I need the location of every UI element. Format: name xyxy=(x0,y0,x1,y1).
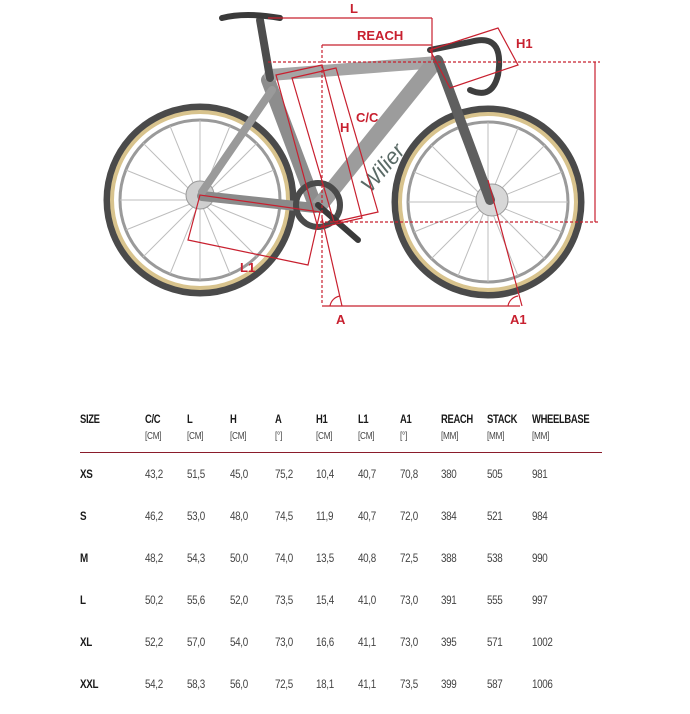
column-header-h1: H1 [CM] xyxy=(315,414,333,442)
value-cell: 57,0 xyxy=(187,635,206,649)
value-cell: 56,0 xyxy=(229,677,248,691)
value-cell: 52,0 xyxy=(229,593,248,607)
value-cell: 981 xyxy=(532,467,548,481)
value-cell: 388 xyxy=(441,551,457,565)
value-cell: 1002 xyxy=(532,635,553,649)
value-cell: 50,0 xyxy=(229,551,248,565)
geometry-table xyxy=(80,410,602,705)
value-cell: 990 xyxy=(532,551,548,565)
size-cell: M xyxy=(80,551,88,565)
value-cell: 72,5 xyxy=(399,551,418,565)
bike-geometry-diagram xyxy=(0,0,690,340)
value-cell: 380 xyxy=(441,467,457,481)
value-cell: 54,0 xyxy=(229,635,248,649)
value-cell: 72,0 xyxy=(399,509,418,523)
value-cell: 391 xyxy=(441,593,457,607)
value-cell: 41,0 xyxy=(358,593,376,607)
value-cell: 505 xyxy=(486,467,503,481)
value-cell: 52,2 xyxy=(144,635,163,649)
column-header-a1: A1 [°] xyxy=(399,414,412,442)
column-header-h: H [CM] xyxy=(229,414,247,442)
table-row xyxy=(80,495,602,537)
value-cell: 43,2 xyxy=(144,467,163,481)
value-cell: 70,8 xyxy=(399,467,418,481)
value-cell: 74,0 xyxy=(275,551,293,565)
value-cell: 41,1 xyxy=(358,635,376,649)
column-header-cc: C/C [CM] xyxy=(144,414,162,442)
value-cell: 16,6 xyxy=(315,635,334,649)
column-header-l: L [CM] xyxy=(187,414,204,442)
value-cell: 399 xyxy=(441,677,457,691)
column-header-stack: STACK [MM] xyxy=(486,414,517,442)
column-header-l1: L1 [CM] xyxy=(358,414,375,442)
value-cell: 48,2 xyxy=(144,551,163,565)
table-row xyxy=(80,663,602,705)
value-cell: 587 xyxy=(486,677,503,691)
value-cell: 10,4 xyxy=(315,467,334,481)
label-cc: C/C xyxy=(356,110,379,125)
size-cell: XXL xyxy=(80,677,99,691)
value-cell: 15,4 xyxy=(315,593,334,607)
table-row xyxy=(80,621,602,663)
label-h: H xyxy=(340,120,350,135)
value-cell: 73,0 xyxy=(399,593,418,607)
value-cell: 51,5 xyxy=(187,467,206,481)
size-cell: XL xyxy=(80,635,92,649)
value-cell: 54,3 xyxy=(187,551,206,565)
size-cell: L xyxy=(80,593,86,607)
value-cell: 58,3 xyxy=(187,677,206,691)
value-cell: 984 xyxy=(532,509,548,523)
column-header-a: A [°] xyxy=(275,414,283,442)
table-row xyxy=(80,537,602,579)
value-cell: 40,8 xyxy=(358,551,376,565)
value-cell: 1006 xyxy=(532,677,553,691)
value-cell: 45,0 xyxy=(229,467,248,481)
value-cell: 40,7 xyxy=(358,509,376,523)
value-cell: 40,7 xyxy=(358,467,376,481)
value-cell: 72,5 xyxy=(275,677,293,691)
label-a: A xyxy=(336,312,346,327)
value-cell: 538 xyxy=(486,551,503,565)
label-l: L xyxy=(350,1,358,16)
value-cell: 555 xyxy=(486,593,503,607)
value-cell: 73,5 xyxy=(399,677,418,691)
value-cell: 73,0 xyxy=(275,635,293,649)
column-header-size: SIZE xyxy=(80,414,100,426)
size-cell: S xyxy=(80,509,87,523)
value-cell: 75,2 xyxy=(275,467,293,481)
value-cell: 46,2 xyxy=(144,509,163,523)
size-cell: XS xyxy=(80,467,93,481)
value-cell: 521 xyxy=(486,509,503,523)
value-cell: 73,0 xyxy=(399,635,418,649)
value-cell: 13,5 xyxy=(315,551,334,565)
value-cell: 48,0 xyxy=(229,509,248,523)
value-cell: 18,1 xyxy=(315,677,334,691)
value-cell: 54,2 xyxy=(144,677,163,691)
value-cell: 41,1 xyxy=(358,677,376,691)
table-header-row xyxy=(80,410,602,453)
label-a1: A1 xyxy=(510,312,527,327)
label-h1: H1 xyxy=(516,36,533,51)
value-cell: 11,9 xyxy=(315,509,333,523)
value-cell: 74,5 xyxy=(275,509,293,523)
label-l1: L1 xyxy=(240,260,256,275)
value-cell: 55,6 xyxy=(187,593,206,607)
value-cell: 50,2 xyxy=(144,593,163,607)
brand-logo: Wilier xyxy=(355,138,410,197)
table-row xyxy=(80,453,602,496)
label-reach: REACH xyxy=(357,28,404,43)
table-row xyxy=(80,579,602,621)
value-cell: 571 xyxy=(486,635,503,649)
bike-frame xyxy=(202,15,499,240)
value-cell: 997 xyxy=(532,593,548,607)
column-header-wheelbase: WHEELBASE [MM] xyxy=(532,414,590,442)
value-cell: 73,5 xyxy=(275,593,293,607)
value-cell: 395 xyxy=(441,635,457,649)
value-cell: 53,0 xyxy=(187,509,206,523)
value-cell: 384 xyxy=(441,509,457,523)
column-header-reach: REACH [MM] xyxy=(441,414,474,442)
